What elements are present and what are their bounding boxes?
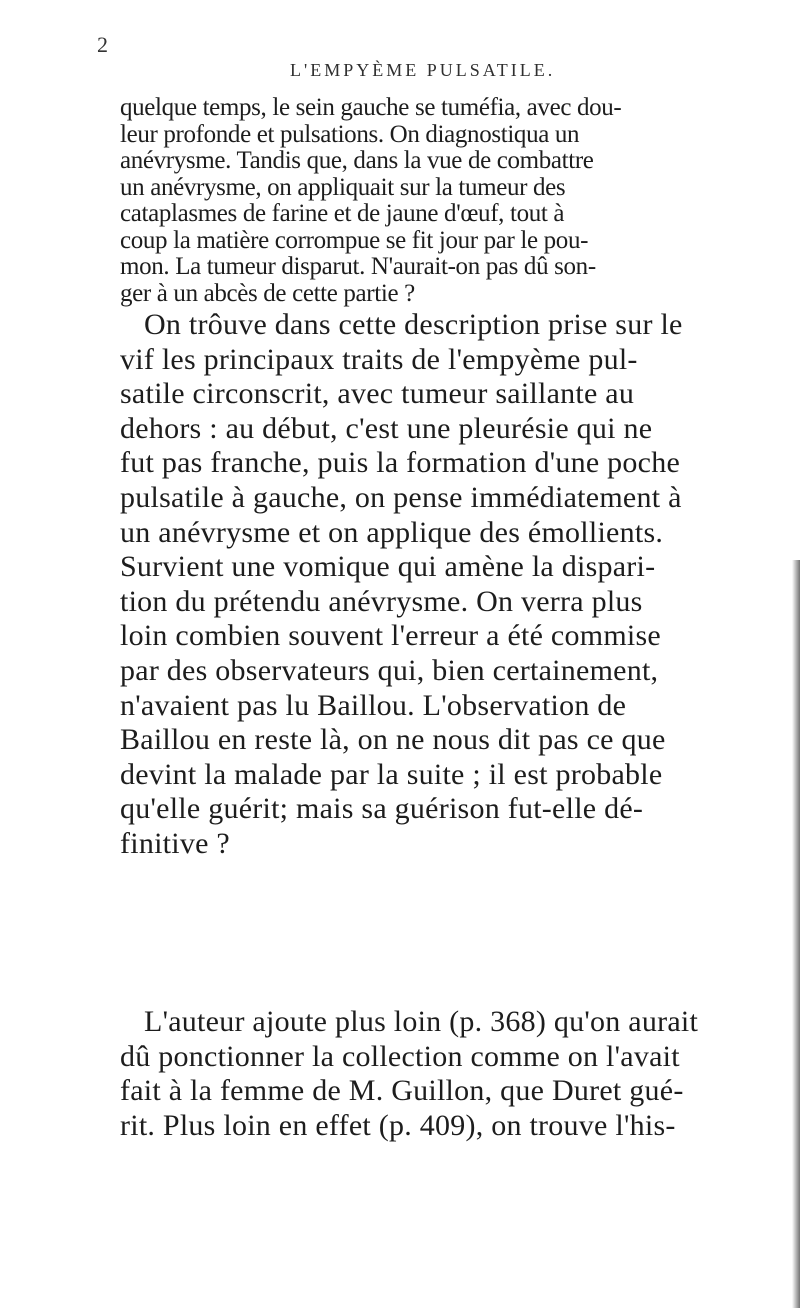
paragraph-1-line-1: quelque temps, le sein gauche se tuméfia, avec dou- [120, 95, 622, 121]
paragraph-2-line-12: n'avaient pas lu Baillou. L'observation de [120, 688, 627, 722]
paragraph-1-line-8: ger à un abcès de cette partie ? [120, 280, 415, 307]
paragraph-2 [120, 308, 740, 862]
paragraph-2-line-5: fut pas franche, puis la formation d'une poche [120, 446, 681, 480]
paragraph-1 [120, 95, 740, 307]
paragraph-1-line-3: anévrysme. Tandis que, dans la vue de combattre [120, 148, 594, 174]
paragraph-1-line-5: cataplasmes de farine et de jaune d'œuf, tout à [120, 201, 565, 227]
page-edge-shadow [792, 560, 800, 1308]
paragraph-1-line-2: leur profonde et pulsations. On diagnostiqua un [120, 121, 580, 148]
paragraph-1-line-6: coup la matière corrompue se fit jour par le pou- [120, 227, 589, 254]
paragraph-2-line-2: vif les principaux traits de l'empyème pul- [120, 342, 638, 376]
paragraph-2-line-9: tion du prétendu anévrysme. On verra plus [120, 584, 643, 618]
paragraph-3-line-1: L'auteur ajoute plus loin (p. 368) qu'on aurait [144, 1005, 699, 1038]
paragraph-3-line-4: rit. Plus loin en effet (p. 409), on trouve l'his- [120, 1108, 676, 1142]
paragraph-3 [120, 1005, 740, 1143]
paragraph-2-line-8: Survient une vomique qui amène la dispari- [120, 550, 656, 584]
paragraph-2-line-16: finitive ? [120, 826, 230, 860]
paragraph-1-line-7: mon. La tumeur disparut. N'aurait-on pas dû son- [120, 254, 596, 280]
paragraph-2-line-10: loin combien souvent l'erreur a été commise [120, 619, 661, 653]
paragraph-3-line-2: dû ponctionner la collection comme on l'avait [120, 1039, 680, 1073]
paragraph-2-line-1: On trôuve dans cette description prise sur le [144, 308, 683, 341]
paragraph-2-line-6: pulsatile à gauche, on pense immédiatement à [120, 480, 682, 514]
paragraph-2-line-7: un anévrysme et on applique des émollients. [120, 515, 664, 549]
paragraph-2-line-4: dehors : au début, c'est une pleurésie qui ne [120, 411, 653, 445]
paragraph-2-line-3: satile circonscrit, avec tumeur saillante au [120, 377, 635, 411]
paragraph-2-line-11: par des observateurs qui, bien certainement, [120, 653, 659, 687]
running-head: L'EMPYÈME PULSATILE. [290, 60, 556, 80]
paragraph-3-line-3: fait à la femme de M. Guillon, que Duret gué- [120, 1074, 684, 1108]
page-number: 2 [97, 32, 108, 57]
paragraph-2-line-14: devint la malade par la suite ; il est probable [120, 757, 663, 791]
paragraph-2-line-15: qu'elle guérit; mais sa guérison fut-elle dé- [120, 792, 644, 826]
paragraph-2-line-13: Baillou en reste là, on ne nous dit pas ce que [120, 723, 666, 757]
paragraph-1-line-4: un anévrysme, on appliquait sur la tumeur des [120, 174, 566, 201]
